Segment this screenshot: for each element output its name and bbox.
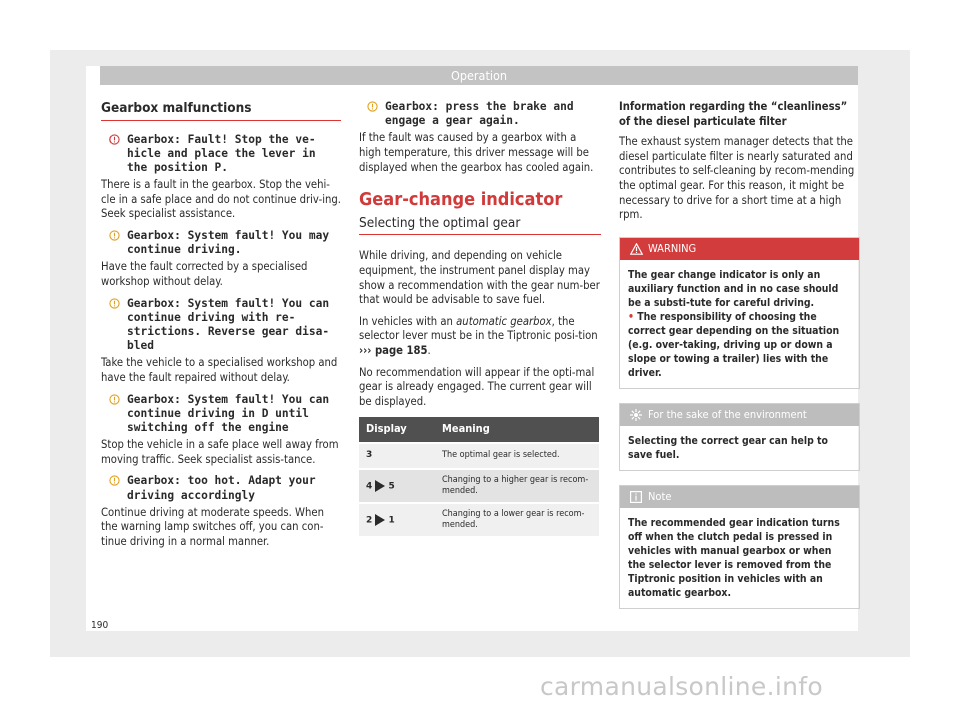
driver-message: Gearbox: too hot. Adapt your driving accordingly [101,474,341,502]
gearbox-warning-icon [109,134,120,145]
table-row [359,503,599,536]
message-description: Have the fault corrected by a specialised workshop without delay. [101,260,308,288]
page-number: 190 [91,620,109,631]
column-information [619,100,860,623]
chapter-title: Gear-change indicator [359,189,563,211]
arrow-right-icon [375,480,385,492]
message-description: If the fault was caused by a gearbox with a high temperature, this driver message will be displayed when the gearbox has cooled again. [359,131,594,174]
gear-display: 3 [359,443,435,469]
paragraph: In vehicles with an automatic gearbox, the selector lever must be in the Tiptronic posi-tion ››› page 185. [359,314,598,357]
warning-header: WARNING [620,238,859,260]
watermark: carmanualsonline.info [540,672,823,701]
paragraph: While driving, and depending on vehicle equipment, the instrument panel display may show a recommendation with the gear num-ber that would be advisable to save fuel. [359,249,600,307]
environment-box [619,403,860,471]
gearbox-warning-icon [109,298,120,309]
column-gear-change [359,100,601,536]
gear-meaning: Changing to a higher gear is recom-mended. [435,469,599,503]
message-description: There is a fault in the gearbox. Stop the vehi-cle in a safe place and do not continue driv-ing. Seek specialist assistance. [101,178,341,221]
driver-message: Gearbox: Fault! Stop the ve-hicle and place the lever in the position P. [101,133,341,176]
driver-message: Gearbox: press the brake and engage a gear again. [359,100,601,128]
gear-display: 4 5 [359,469,435,503]
paragraph: The exhaust system manager detects that the diesel particulate filter is nearly saturated and contributes to self-cleaning by recom-mending the optimal gear. For this reason, it might be necessary to drive for a short time at a high rpm. [619,135,855,222]
message-description: Stop the vehicle in a safe place well away from moving traffic. Seek specialist assis-tance. [101,438,339,466]
arrow-right-icon [375,514,385,526]
gear-meaning: Changing to a lower gear is recom-mended. [435,503,599,536]
page-reference-link[interactable]: page 185 [371,343,428,357]
table-header: Meaning [435,417,599,443]
warning-body: The gear change indicator is only an auxiliary function and in no case should be a substi-tute for careful driving. • The responsibility of choosing the correct gear depending on the situation (e.g. over-taking, driving up or down a slope or towing a trailer) lies with the driver. [628,268,840,379]
note-box [619,485,860,609]
bullet: • [628,310,634,323]
note-header: Note [620,486,859,508]
gearbox-warning-icon [109,394,120,405]
driver-message: Gearbox: System fault! You can continue driving with re-strictions. Reverse gear disa-bled [101,297,341,354]
gear-indicator-table [359,417,599,536]
driver-message: Gearbox: System fault! You may continue driving. [101,229,341,257]
table-row [359,443,599,469]
gearbox-warning-icon [367,101,378,112]
cross-reference-arrows: ››› [359,343,372,357]
environment-body: Selecting the correct gear can help to save fuel. [628,434,828,461]
section-subtitle: Selecting the optimal gear [359,216,601,236]
message-description: Take the vehicle to a specialised workshop and have the fault repaired without delay. [101,356,338,384]
table-row [359,469,599,503]
note-body: The recommended gear indication turns off when the clutch pedal is pressed in vehicles with manual gearbox or when the selector lever is removed from the Tiptronic position in vehicles with an automatic gearbox. [628,516,840,599]
message-description: Continue driving at moderate speeds. When the warning lamp switches off, you can con-tinue driving in a normal manner. [101,505,324,548]
section-header: Operation [100,66,858,85]
column-gearbox-malfunctions [101,100,341,557]
info-icon [630,491,642,503]
warning-triangle-icon [630,243,643,255]
gearbox-warning-icon [109,475,120,486]
table-header: Display [359,417,435,443]
info-title: Information regarding the “cleanliness” of the diesel particulate filter [619,100,848,128]
gearbox-warning-icon [109,230,120,241]
environment-header: For the sake of the environment [620,404,859,426]
leaf-icon [630,409,642,421]
warning-box [619,237,860,389]
gear-meaning: The optimal gear is selected. [435,443,599,469]
paragraph: No recommendation will appear if the opti-mal gear is already engaged. The current gear will be displayed. [359,365,595,408]
driver-message: Gearbox: System fault! You can continue driving in D until switching off the engine [101,393,341,436]
section-title: Gearbox malfunctions [101,101,341,121]
gear-display: 2 1 [359,503,435,536]
